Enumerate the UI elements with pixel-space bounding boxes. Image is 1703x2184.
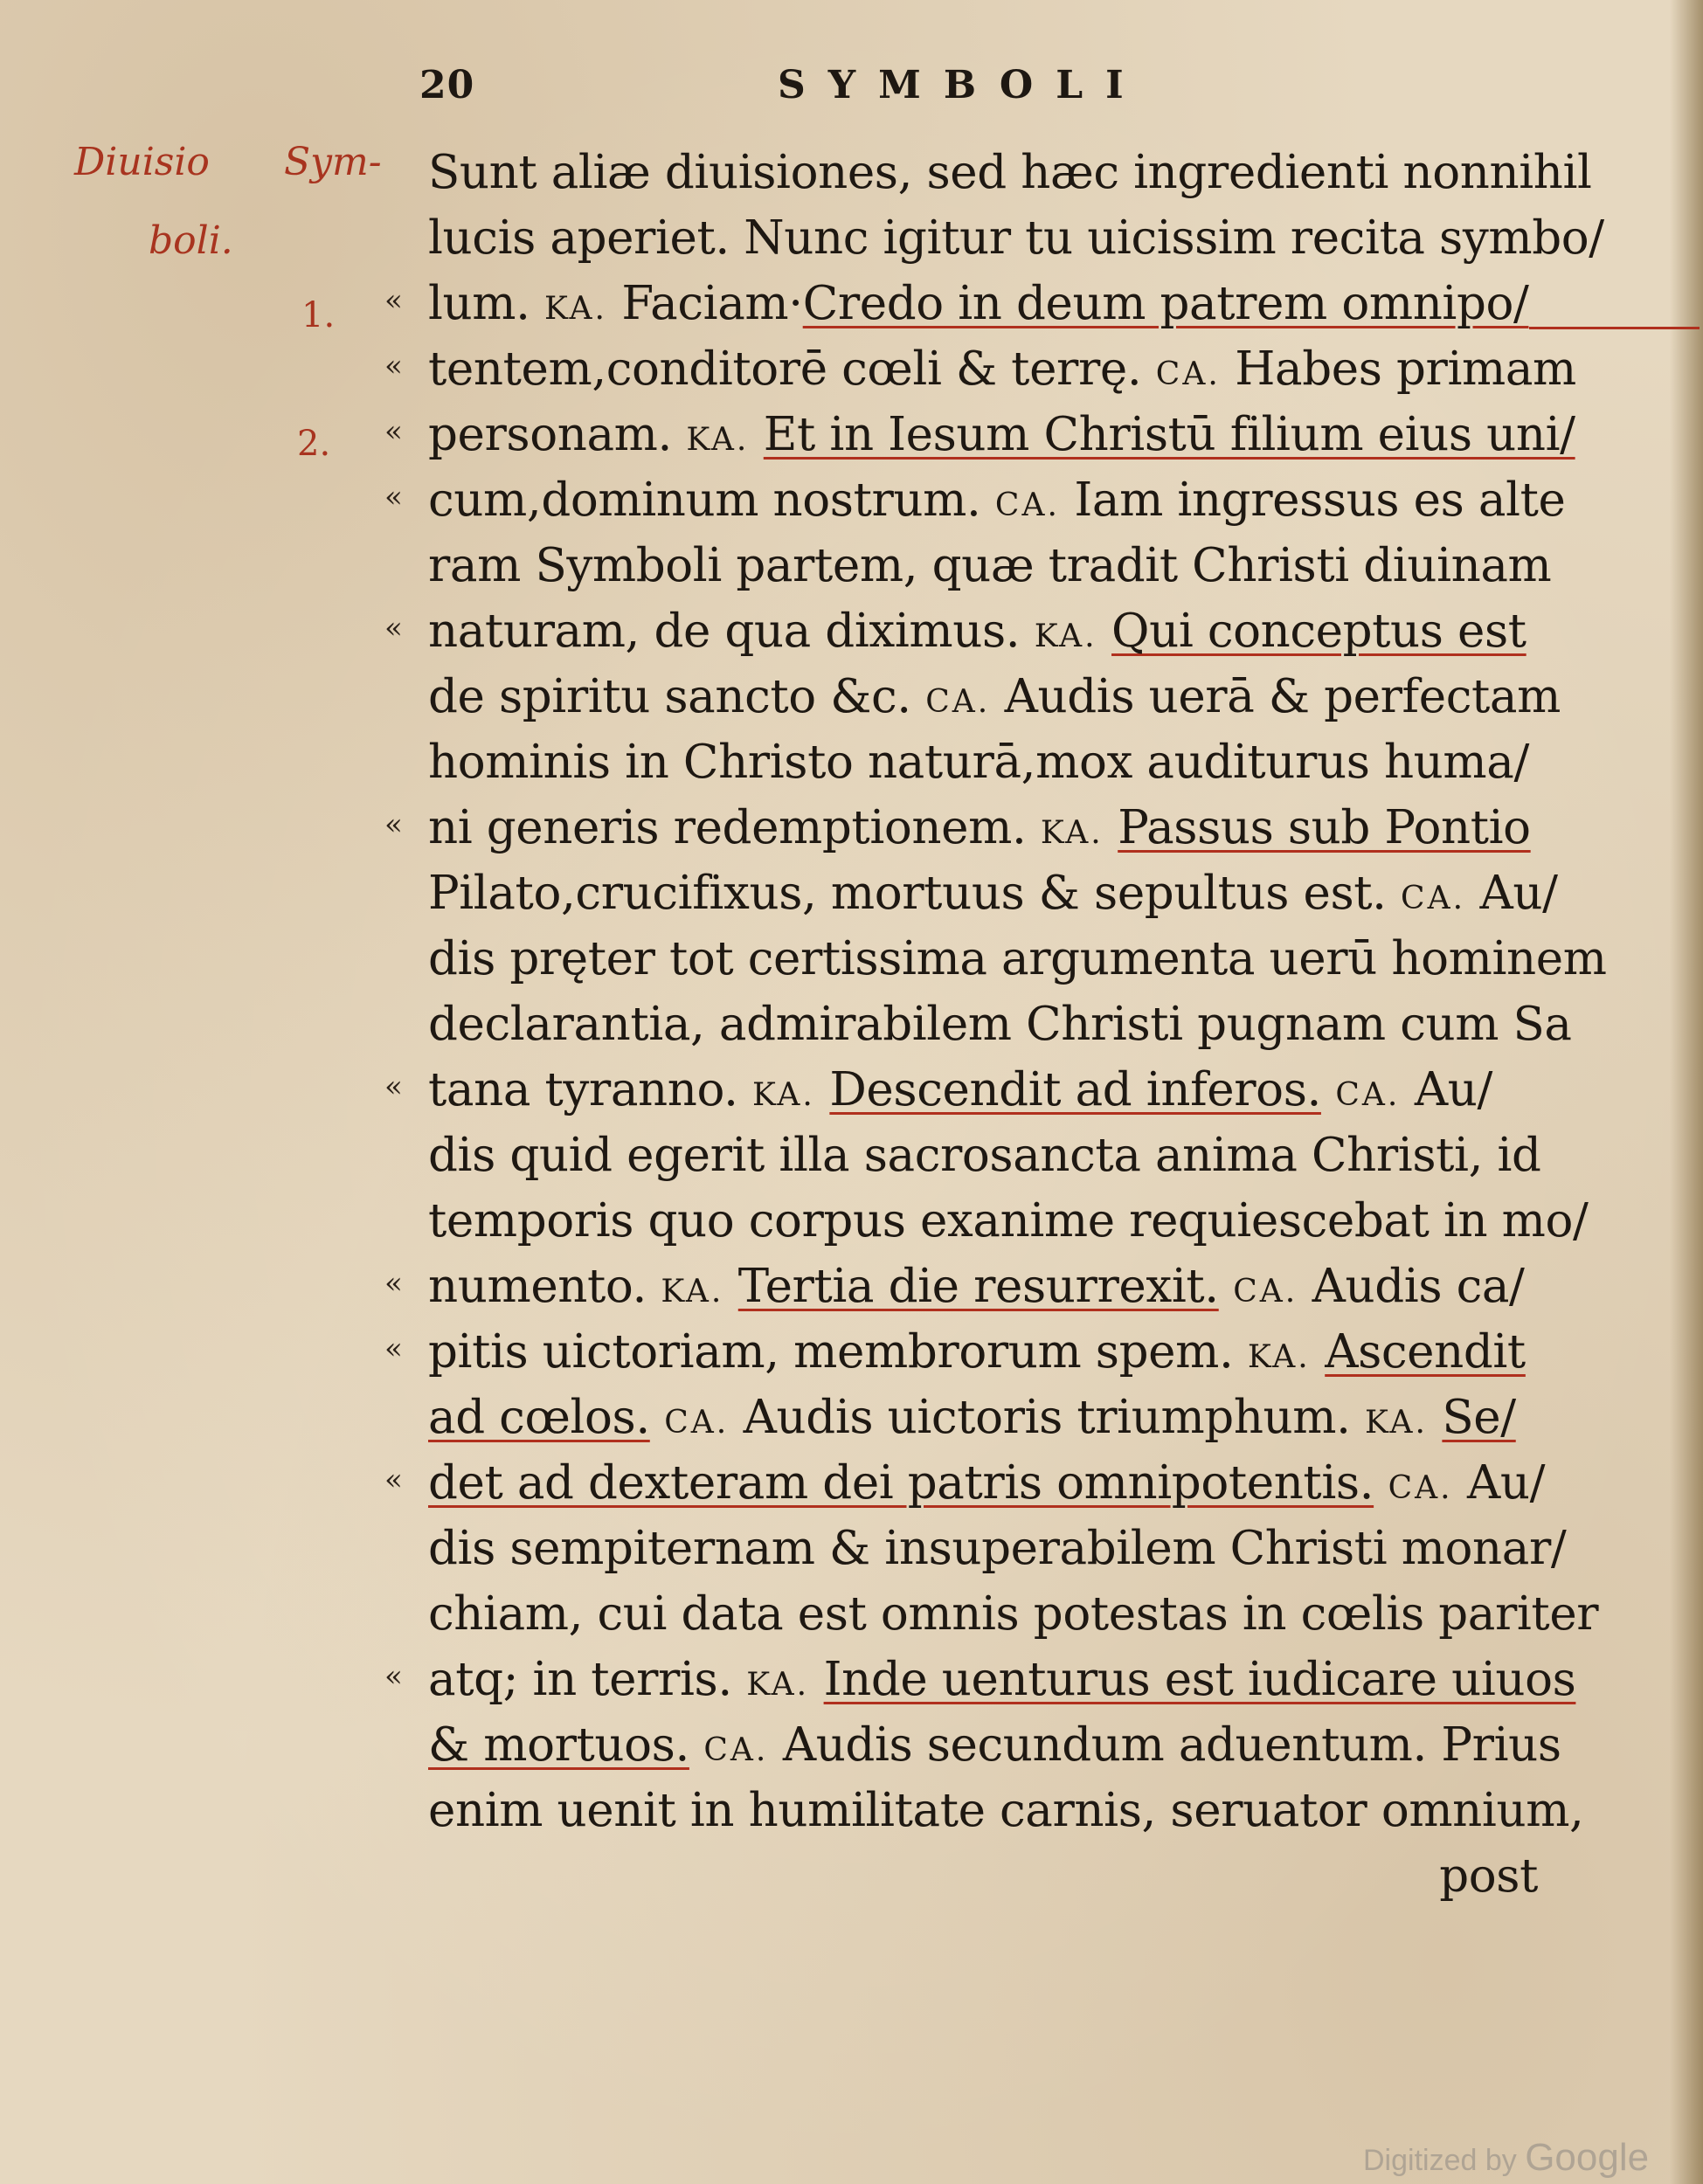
marginal-number-2: 2. <box>297 424 331 464</box>
text-segment: lucis aperiet. Nunc igitur tu uicissim recita symbo/ <box>428 211 1604 265</box>
text-segment: personam. <box>428 408 687 461</box>
underlined-creed-text: Ascendit <box>1325 1325 1526 1379</box>
underlined-creed-text: Credo in deum patrem omnipo/ <box>802 277 1529 330</box>
underlined-creed-text: Descendit ad inferos. <box>829 1063 1321 1116</box>
underlined-creed-text: Et in Iesum Christū filium eius uni/ <box>763 408 1575 461</box>
quotation-mark: « <box>384 414 403 449</box>
underlined-creed-text: ad cœlos. <box>428 1391 650 1444</box>
text-line <box>428 533 1552 598</box>
text-line <box>428 1254 1538 1319</box>
quotation-mark: « <box>384 1462 403 1497</box>
text-segment: Au/ <box>1452 1456 1546 1510</box>
speaker-label: CA. <box>1401 881 1466 916</box>
text-line <box>428 992 1572 1057</box>
text-line <box>428 1188 1589 1254</box>
marginal-note-diuisio: Diuisio <box>74 140 210 184</box>
text-segment: Iam ingressus es alte <box>1059 473 1566 527</box>
text-line <box>428 1647 1576 1712</box>
text-line <box>428 1581 1599 1647</box>
text-line <box>428 402 1575 467</box>
text-segment: temporis quo corpus exanime requiescebat in mo/ <box>428 1194 1589 1248</box>
speaker-label: CA. <box>994 487 1060 523</box>
text-line <box>428 1843 1538 1909</box>
text-line <box>428 1450 1546 1516</box>
digitized-brand: Google <box>1525 2136 1650 2179</box>
text-segment <box>1219 1260 1233 1313</box>
page-number: 20 <box>419 63 475 107</box>
text-segment: tana tyranno. <box>428 1063 752 1116</box>
quotation-mark: « <box>384 611 403 646</box>
red-margin-rule <box>1529 327 1700 329</box>
text-segment: pitis uictoriam, membrorum spem. <box>428 1325 1248 1379</box>
text-segment: lum. <box>428 277 545 330</box>
speaker-label: CA. <box>1388 1470 1453 1506</box>
text-segment: numento. <box>428 1260 661 1313</box>
underlined-creed-text: Tertia die resurrexit. <box>737 1260 1219 1313</box>
text-line <box>428 1319 1538 1385</box>
text-line <box>428 1057 1538 1123</box>
text-segment <box>815 1063 829 1116</box>
text-segment: Au/ <box>1400 1063 1492 1116</box>
speaker-label: CA. <box>925 684 991 720</box>
text-segment: atq; in terris. <box>428 1653 747 1706</box>
text-line <box>428 140 1592 205</box>
text-segment: Habes primam <box>1220 342 1576 396</box>
text-line <box>428 926 1607 992</box>
underlined-creed-text: Qui conceptus est <box>1111 605 1526 658</box>
text-segment <box>1104 801 1118 854</box>
text-segment <box>1097 605 1111 658</box>
text-segment: Audis uictoris triumphum. <box>729 1391 1366 1444</box>
text-line <box>428 664 1561 729</box>
speaker-label: KA. <box>661 1274 724 1310</box>
text-line <box>428 271 1538 336</box>
text-line <box>428 860 1558 926</box>
underlined-creed-text: Passus sub Pontio <box>1118 801 1531 854</box>
quotation-mark: « <box>384 1659 403 1694</box>
marginal-note-boli: boli. <box>149 218 233 263</box>
text-line <box>428 1123 1541 1188</box>
digitized-prefix: Digitized by <box>1363 2144 1517 2177</box>
body-text <box>428 140 1607 1909</box>
text-segment: hominis in Christo naturā,mox auditurus huma/ <box>428 736 1529 789</box>
text-line <box>428 598 1538 664</box>
quotation-mark: « <box>384 1266 403 1301</box>
speaker-label: KA. <box>752 1077 815 1113</box>
quotation-mark: « <box>384 349 403 384</box>
text-line <box>428 795 1538 860</box>
underlined-creed-text: Se/ <box>1442 1391 1516 1444</box>
speaker-label: KA. <box>746 1667 810 1703</box>
text-line <box>428 1778 1584 1843</box>
text-segment: de spiritu sancto &c. <box>428 670 926 723</box>
digitized-watermark <box>1363 2136 1649 2180</box>
underlined-creed-text: Inde uenturus est iudicare uiuos <box>823 1653 1576 1706</box>
text-segment: Pilato,crucifixus, mortuus & sepultus est. <box>428 867 1402 920</box>
text-segment: naturam, de qua diximus. <box>428 605 1035 658</box>
text-segment <box>723 1260 737 1313</box>
text-line <box>428 1712 1561 1778</box>
text-segment: dis pręter tot certissima argumenta uerū hominem <box>428 932 1607 985</box>
speaker-label: KA. <box>1365 1405 1428 1441</box>
text-segment <box>650 1391 664 1444</box>
text-segment: cum,dominum nostrum. <box>428 473 995 527</box>
text-segment: Audis uerā & perfectam <box>990 670 1561 723</box>
text-line <box>428 1385 1538 1450</box>
speaker-label: CA. <box>1233 1274 1298 1310</box>
running-title: SYMBOLI <box>778 63 1146 107</box>
text-segment: dis sempiternam & insuperabilem Christi monar/ <box>428 1522 1567 1575</box>
quotation-mark: « <box>384 807 403 842</box>
marginal-note-sym: Sym- <box>284 140 382 184</box>
marginal-number-1: 1. <box>301 295 336 335</box>
text-segment: chiam, cui data est omnis potestas in cœlis pariter <box>428 1587 1599 1641</box>
text-line <box>428 467 1566 533</box>
text-segment: Au/ <box>1465 867 1558 920</box>
text-segment: Audis secundum aduentum. Prius <box>768 1718 1561 1772</box>
speaker-label: KA. <box>1034 619 1097 654</box>
quotation-mark: « <box>384 480 403 515</box>
text-line <box>428 205 1604 271</box>
quotation-mark: « <box>384 283 403 318</box>
text-segment <box>1311 1325 1325 1379</box>
page-header <box>419 63 1529 115</box>
speaker-label: KA. <box>686 422 750 458</box>
text-segment <box>809 1653 823 1706</box>
speaker-label: KA. <box>1247 1339 1311 1375</box>
text-segment: post <box>1439 1849 1538 1903</box>
speaker-label: KA. <box>1040 815 1104 851</box>
text-segment: ni generis redemptionem. <box>428 801 1041 854</box>
quotation-mark: « <box>384 1069 403 1104</box>
speaker-label: KA. <box>544 291 607 327</box>
text-segment: Sunt aliæ diuisiones, sed hæc ingredienti nonnihil <box>428 146 1592 199</box>
text-segment: declarantia, admirabilem Christi pugnam cum Sa <box>428 998 1572 1051</box>
quotation-mark: « <box>384 1331 403 1366</box>
text-segment <box>1321 1063 1335 1116</box>
text-segment: ram Symboli partem, quæ tradit Christi diuinam <box>428 539 1552 592</box>
text-segment <box>1428 1391 1442 1444</box>
underlined-creed-text: det ad dexteram dei patris omnipotentis. <box>428 1456 1374 1510</box>
text-segment <box>1374 1456 1388 1510</box>
text-segment: tentem,conditorē cœli & terrę. <box>428 342 1156 396</box>
speaker-label: CA. <box>1155 356 1221 392</box>
text-line <box>428 336 1576 402</box>
text-line <box>428 1516 1567 1581</box>
speaker-label: CA. <box>703 1732 769 1768</box>
text-segment: Faciam· <box>606 277 803 330</box>
text-segment <box>689 1718 703 1772</box>
text-segment: enim uenit in humilitate carnis, seruator omnium, <box>428 1784 1584 1837</box>
text-segment: Audis ca/ <box>1298 1260 1525 1313</box>
speaker-label: CA. <box>1335 1077 1401 1113</box>
speaker-label: CA. <box>664 1405 730 1441</box>
text-line <box>428 729 1538 795</box>
underlined-creed-text: & mortuos. <box>428 1718 689 1772</box>
text-segment: dis quid egerit illa sacrosancta anima Christi, id <box>428 1129 1541 1182</box>
text-segment <box>749 408 763 461</box>
